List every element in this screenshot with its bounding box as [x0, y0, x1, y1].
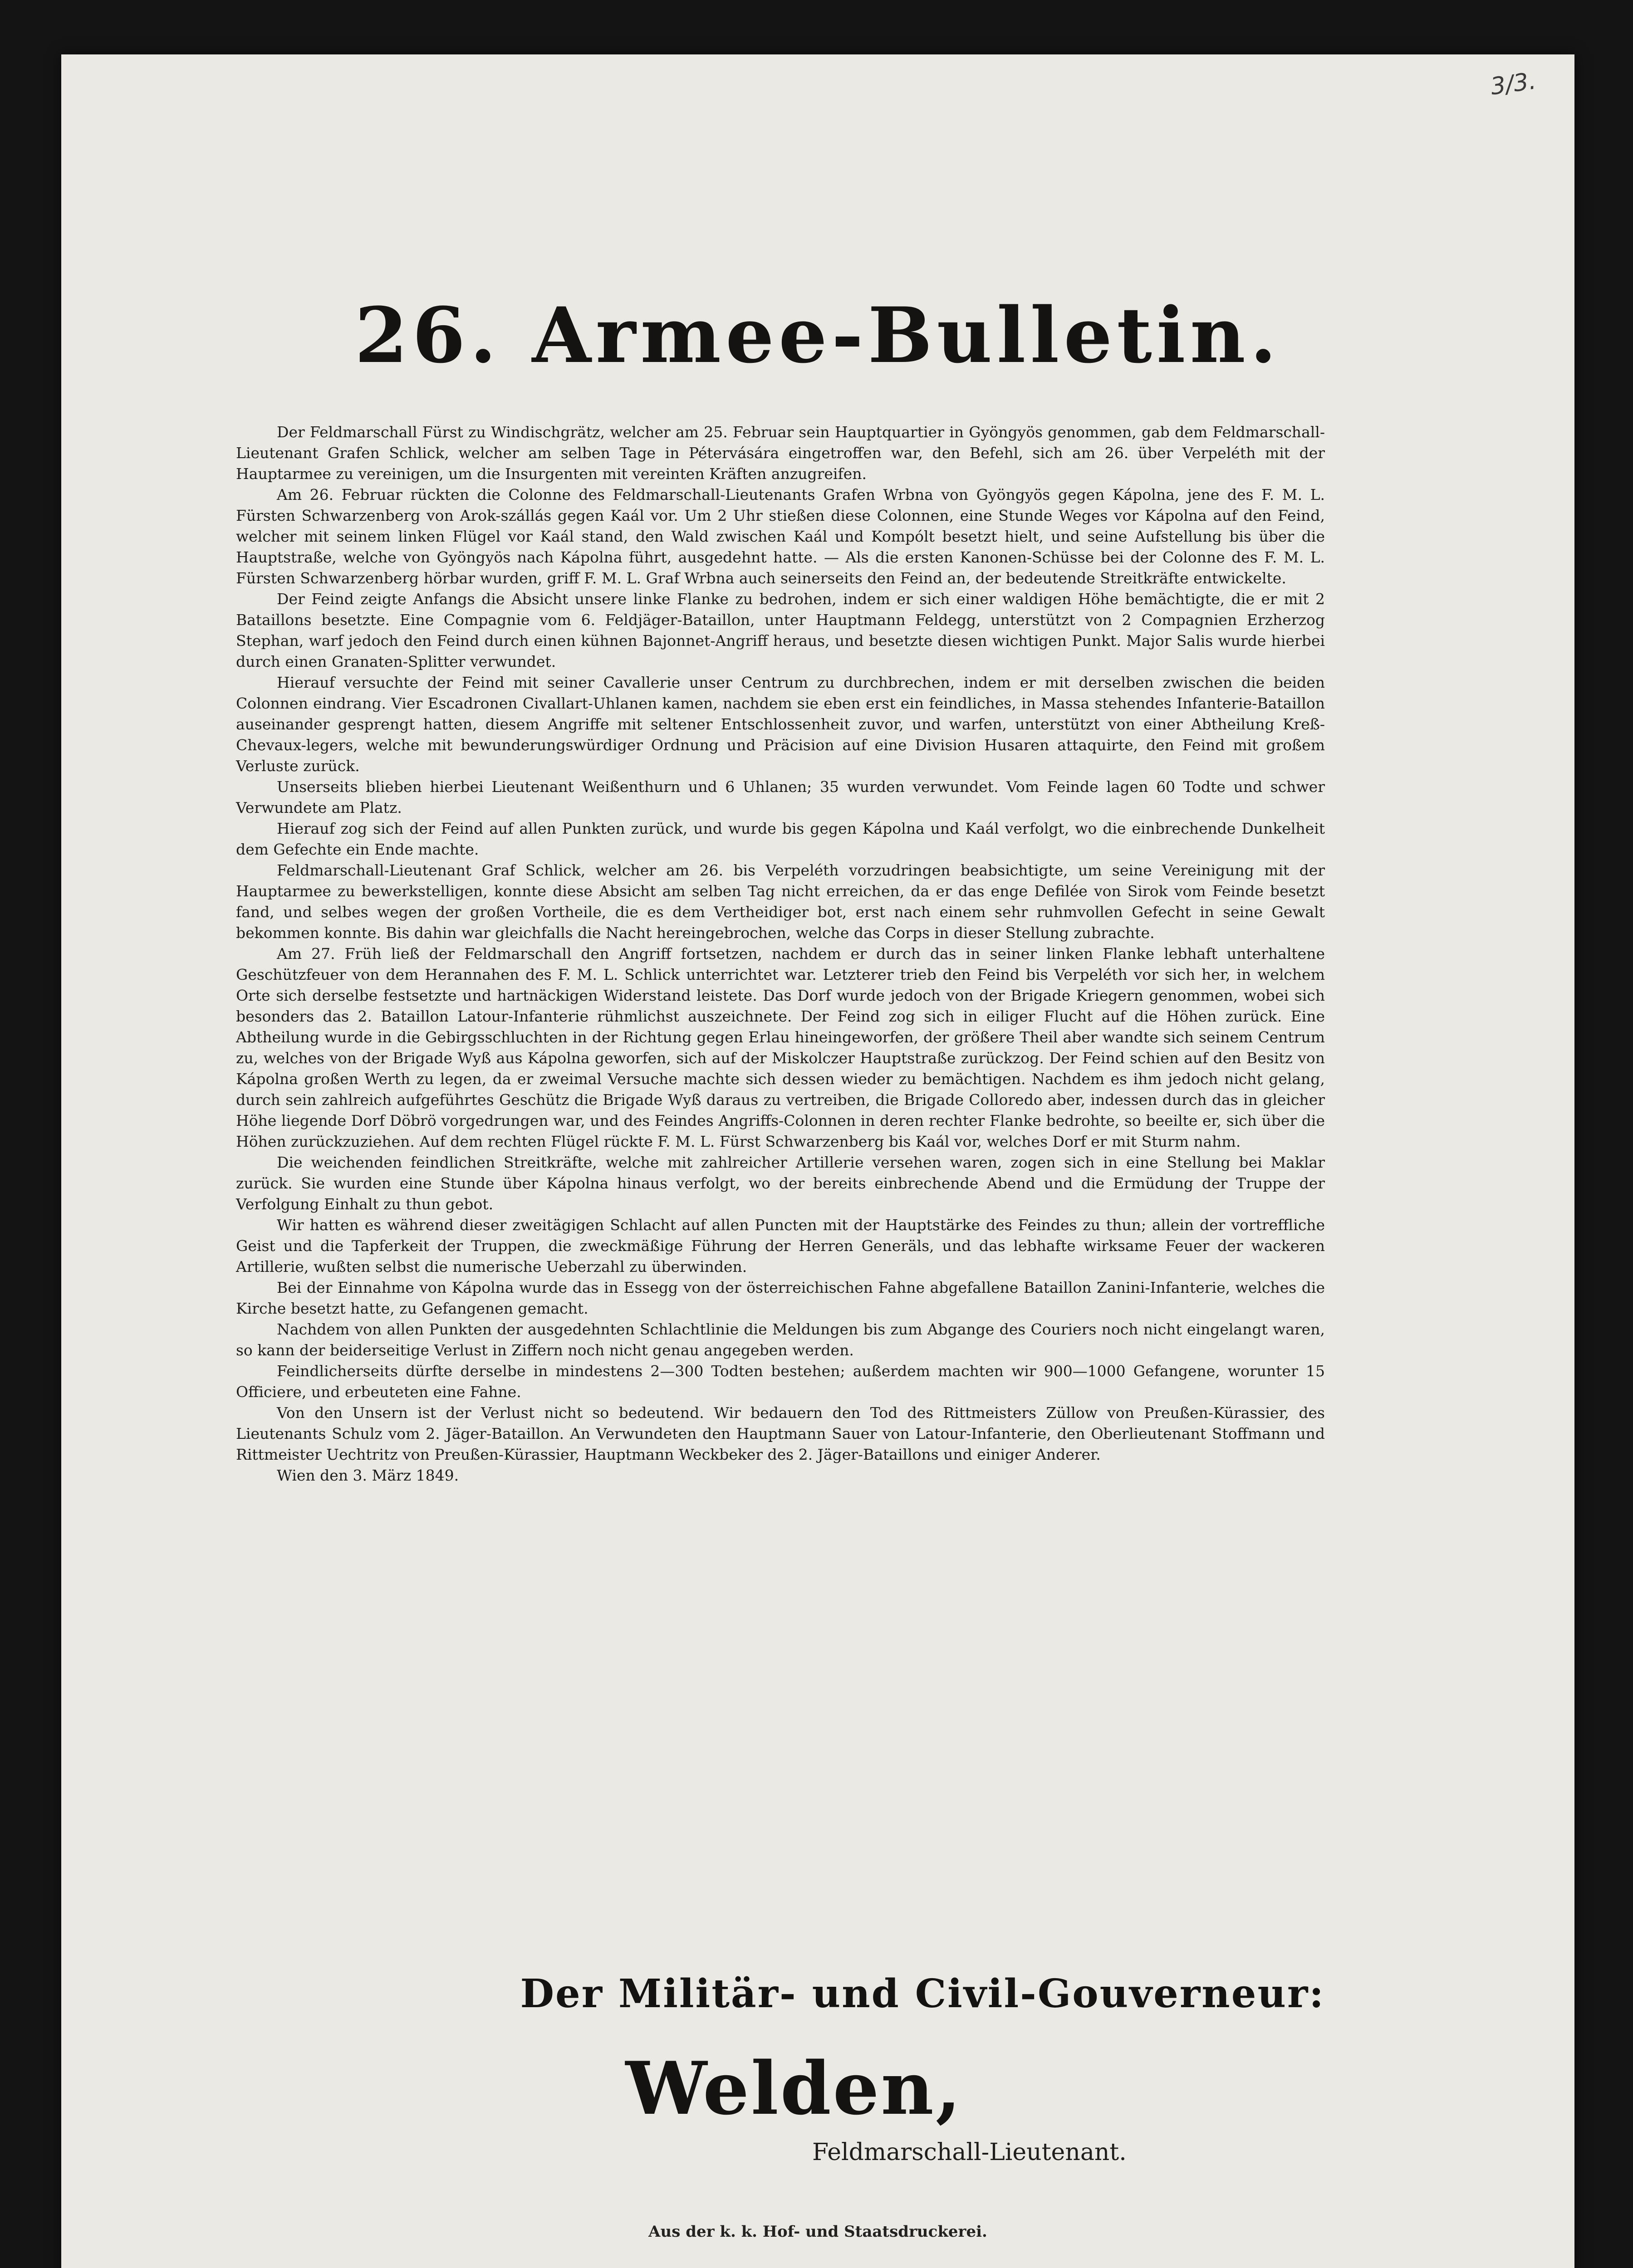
- paragraph: Der Feind zeigte Anfangs die Absicht unsere linke Flanke zu bedrohen, indem er sich einer waldigen Höhe bemächtigte, die er mit 2 Bataillons besetzte. Eine Compagnie vom 6. Feldjäger-Bataillon, unter Hauptmann Feldegg, unterstützt von 2 Compagnien Erzherzog Stephan, warf jedoch den Feind durch einen kühnen Bajonnet-Angriff heraus, und besetzte diesen wichtigen Punkt. Major Salis wurde hierbei durch einen Granaten-Splitter verwundet.: [236, 590, 1325, 670]
- bulletin-title: 26. Armee-Bulletin.: [354, 290, 1281, 380]
- paragraph: Feldmarschall-Lieutenant Graf Schlick, welcher am 26. bis Verpeléth vorzudringen beabsichtigte, um seine Vereinigung mit der Hauptarmee zu bewerkstelligen, konnte diese Absicht am selben Tag nicht erreichen, da er das enge Defilée von Sirok vom Feinde besetzt fand, und selbes wegen der großen Vortheile, die es dem Vertheidiger bot, erst nach einem sehr ruhmvollen Gefecht in seine Gewalt bekommen konnte. Bis dahin war gleichfalls die Nacht hereingebrochen, welche das Corps in dieser Stellung zubrachte.: [236, 861, 1325, 942]
- paragraph: Hierauf versuchte der Feind mit seiner Cavallerie unser Centrum zu durchbrechen, indem er mit derselben zwischen die beiden Colonnen eindrang. Vier Escadronen Civallart-Uhlanen kamen, nachdem sie eben erst ein feindliches, in Massa stehendes Infanterie-Bataillon auseinander gesprengt hatten, diesem Angriffe mit seltener Entschlossenheit zuvor, und warfen, unterstützt von einer Abtheilung Kreß-Chevaux-legers, welche mit bewunderungswürdiger Ordnung und Präcision auf eine Division Husaren attaquirte, den Feind mit großem Verluste zurück.: [236, 674, 1325, 775]
- signatory-name: Welden,: [625, 2046, 963, 2131]
- signatory-rank: Feldmarschall-Lieutenant.: [812, 2139, 1127, 2166]
- governor-title: Der Militär- und Civil-Gouverneur:: [520, 1971, 1325, 2017]
- paragraph: Der Feldmarschall Fürst zu Windischgrätz, welcher am 25. Februar sein Hauptquartier in Gyöngyös genommen, gab dem Feldmarschall-Lieutenant Grafen Schlick, welcher am selben Tage in Pétervására eingetroffen war, den Befehl, sich am 26. über Verpeléth mit der Hauptarmee zu vereinigen, um die Insurgenten mit vereinten Kräften anzugreifen.: [236, 423, 1325, 483]
- paragraph: Die weichenden feindlichen Streitkräfte, welche mit zahlreicher Artillerie versehen waren, zogen sich in eine Stellung bei Maklar zurück. Sie wurden eine Stunde über Kápolna hinaus verfolgt, wo der bereits einbrechende Abend und die Ermüdung der Truppe der Verfolgung Einhalt zu thun gebot.: [236, 1154, 1325, 1213]
- paragraph: Am 27. Früh ließ der Feldmarschall den Angriff fortsetzen, nachdem er durch das in seiner linken Flanke lebhaft unterhaltene Geschützfeuer von dem Herannahen des F. M. L. Schlick unterrichtet war. Letzterer trieb den Feind bis Verpeléth vor sich her, in welchem Orte sich derselbe festsetzte und hartnäckigen Widerstand leistete. Das Dorf wurde jedoch von der Brigade Kriegern genommen, wobei sich besonders das 2. Bataillon Latour-Infanterie rühmlichst auszeichnete. Der Feind zog sich in eiliger Flucht auf die Höhen zurück. Eine Abtheilung wurde in die Gebirgsschluchten in der Richtung gegen Erlau hineingeworfen, der größere Theil aber wandte sich seinem Centrum zu, welches von der Brigade Wyß aus Kápolna geworfen, sich auf der Miskolczer Hauptstraße zurückzog. Der Feind schien auf den Besitz von Kápolna großen Werth zu legen, da er zweimal Versuche machte sich dessen wieder zu bemächtigen. Nachdem es ihm jedoch nicht gelang, durch sein zahlreich aufgeführtes Geschütz die Brigade Wyß daraus zu vertreiben, die Brigade Colloredo aber, indessen durch das in gleicher Höhe liegende Dorf Döbrö vorgedrungen war, und des Feindes Angriffs-Colonnen in deren rechter Flanke bedrohte, so beeilte er, sich über die Höhen zurückzuziehen. Auf dem rechten Flügel rückte F. M. L. Fürst Schwarzenberg bis Kaál vor, welches Dorf er mit Sturm nahm.: [236, 945, 1325, 1150]
- date-line: Wien den 3. März 1849.: [277, 1466, 459, 1484]
- paragraph: Nachdem von allen Punkten der ausgedehnten Schlachtlinie die Meldungen bis zum Abgange des Couriers noch nicht eingelangt waren, so kann der beiderseitige Verlust in Ziffern noch nicht genau angegeben werden.: [236, 1320, 1325, 1359]
- paragraph: Wir hatten es während dieser zweitägigen Schlacht auf allen Puncten mit der Hauptstärke des Feindes zu thun; allein der vortreffliche Geist und die Tapferkeit der Truppen, die zweckmäßige Führung der Herren Generäls, und das lebhafte wirksame Feuer der wackeren Artillerie, wußten selbst die numerische Ueberzahl zu überwinden.: [236, 1216, 1325, 1276]
- paragraph: Hierauf zog sich der Feind auf allen Punkten zurück, und wurde bis gegen Kápolna und Kaál verfolgt, wo die einbrechende Dunkelheit dem Gefechte ein Ende machte.: [236, 820, 1325, 858]
- bulletin-body: [236, 422, 1325, 1486]
- paragraph: Bei der Einnahme von Kápolna wurde das in Essegg von der österreichischen Fahne abgefallene Bataillon Zanini-Infanterie, welches die Kirche besetzt hatte, zu Gefangenen gemacht.: [236, 1279, 1325, 1317]
- paragraph: Am 26. Februar rückten die Colonne des Feldmarschall-Lieutenants Grafen Wrbna von Gyöngyös gegen Kápolna, jene des F. M. L. Fürsten Schwarzenberg von Arok-szállás gegen Kaál vor. Um 2 Uhr stießen diese Colonnen, eine Stunde Weges vor Kápolna auf den Feind, welcher mit seinem linken Flügel vor Kaál stand, den Wald zwischen Kaál und Kompólt besetzt hielt, und seine Aufstellung bis über die Hauptstraße, welche von Gyöngyös nach Kápolna führt, ausgedehnt hatte. — Als die ersten Kanonen-Schüsse bei der Colonne des F. M. L. Fürsten Schwarzenberg hörbar wurden, griff F. M. L. Graf Wrbna auch seinerseits den Feind an, der bedeutende Streitkräfte entwickelte.: [236, 486, 1325, 587]
- paragraph: Von den Unsern ist der Verlust nicht so bedeutend. Wir bedauern den Tod des Rittmeisters Züllow von Preußen-Kürassier, des Lieutenants Schulz vom 2. Jäger-Bataillon. An Verwundeten den Hauptmann Sauer von Latour-Infanterie, den Oberlieutenant Stoffmann und Rittmeister Uechtritz von Preußen-Kürassier, Hauptmann Weckbeker des 2. Jäger-Bataillons und einiger Anderer.: [236, 1404, 1325, 1463]
- paragraph: Feindlicherseits dürfte derselbe in mindestens 2—300 Todten bestehen; außerdem machten wir 900—1000 Gefangene, worunter 15 Officiere, und erbeuteten eine Fahne.: [236, 1362, 1325, 1401]
- shelfmark-annotation: 3/3.: [1489, 67, 1538, 101]
- paragraph: Unserseits blieben hierbei Lieutenant Weißenthurn und 6 Uhlanen; 35 wurden verwundet. Vom Feinde lagen 60 Todte und schwer Verwundete am Platz.: [236, 778, 1325, 816]
- signature-office-block: [236, 1971, 1325, 2017]
- printer-imprint: Aus der k. k. Hof- und Staatsdruckerei.: [648, 2223, 987, 2241]
